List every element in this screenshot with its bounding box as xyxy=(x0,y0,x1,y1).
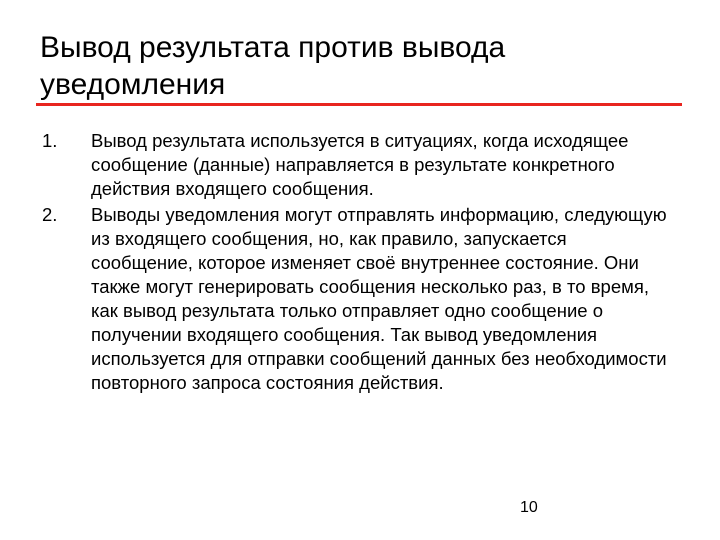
slide-title: Вывод результата против вывода уведомления xyxy=(40,31,506,101)
numbered-list xyxy=(42,129,672,397)
page-number: 10 xyxy=(520,499,538,516)
list-item xyxy=(42,129,672,201)
list-item-number: 2. xyxy=(42,204,58,225)
list-item xyxy=(42,203,672,395)
title-underline xyxy=(36,103,682,106)
list-item-text: Выводы уведомления могут отправлять информацию, следующую из входящего сообщения, но, как правило, запускается сообщение, которое изменяет своё внутреннее состояние. Они также могут генерировать сообщения несколько раз, в то время, как вывод результата только отправляет одно сообщение о получении входящего сообщения. Так вывод уведомления используется для отправки сообщений данных без необходимости повторного запроса состояния действия. xyxy=(91,204,667,393)
list-item-text: Вывод результата используется в ситуациях, когда исходящее сообщение (данные) направляется в результате конкретного действия входящего сообщения. xyxy=(91,130,629,199)
list-item-number: 1. xyxy=(42,130,58,151)
